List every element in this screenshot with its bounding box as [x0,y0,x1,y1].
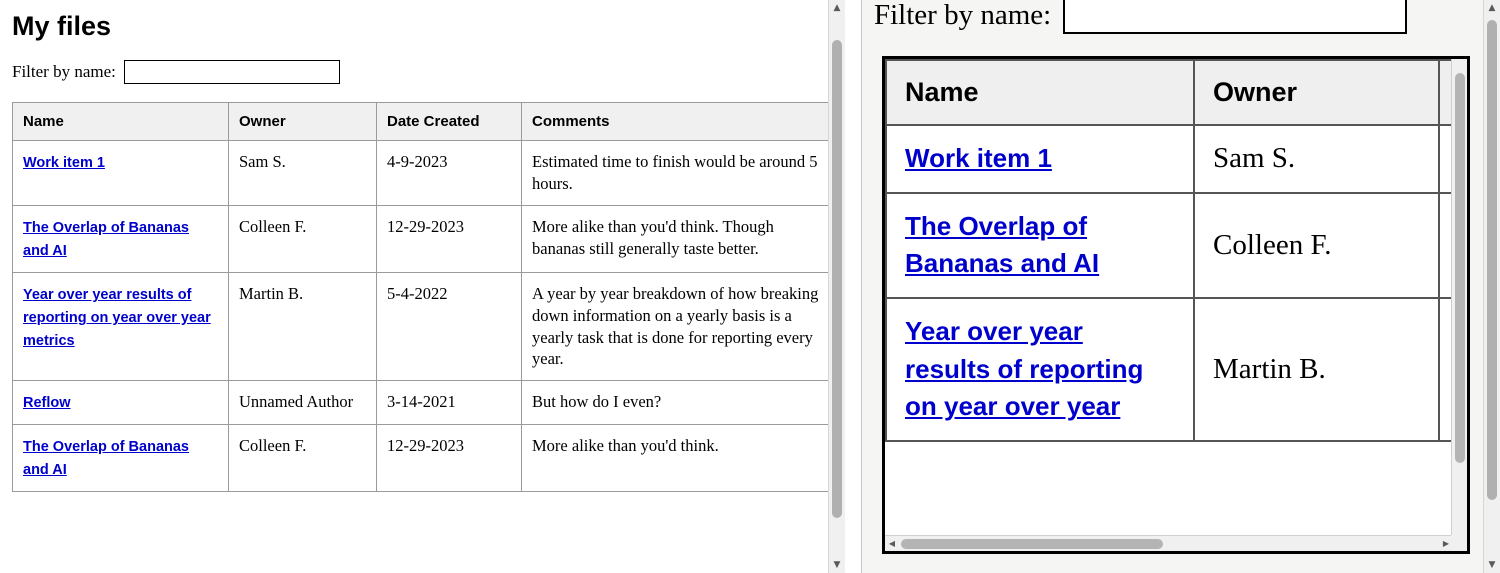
zoomed-table-horizontal-scrollbar[interactable] [885,535,1453,551]
table-row [13,206,833,273]
table-row [13,381,833,425]
scrollbar-thumb[interactable] [832,40,842,518]
file-link[interactable]: The Overlap of Bananas and AI [23,439,189,479]
zoomed-column-header-owner[interactable]: Owner [1194,60,1439,125]
zoomed-table-row [886,193,1453,298]
file-link[interactable]: The Overlap of Bananas and AI [23,220,189,260]
date-cell: 3-14-2021 [377,381,522,425]
name-cell [13,206,229,273]
page-title: My files [12,11,112,41]
zoomed-name-cell [886,125,1194,193]
file-link[interactable]: Year over year results of reporting on year over year metrics [23,287,211,350]
filter-label: Filter by name: [12,61,116,81]
zoomed-filter-label: Filter by name: [874,0,1052,31]
scroll-down-arrow-icon[interactable]: ▼ [833,560,841,570]
comments-cell: A year by year breakdown of how breaking down information on a yearly basis is a yearly task that is done for reporting every year. [522,273,833,381]
owner-cell: Colleen F. [229,425,377,492]
table-row [13,425,833,492]
scroll-left-arrow-icon[interactable]: ◀ [888,539,896,548]
name-cell [13,425,229,492]
scroll-up-arrow-icon[interactable]: ▲ [1488,3,1496,13]
comments-cell: More alike than you'd think. Though bananas still generally taste better. [522,206,833,273]
filter-row [12,60,833,84]
file-link[interactable]: Year over year results of reporting on year over year [905,316,1144,422]
date-cell: 12-29-2023 [377,425,522,492]
files-table [12,102,833,492]
scroll-up-arrow-icon[interactable]: ▲ [833,3,841,13]
column-header-name[interactable]: Name [13,102,229,141]
zoomed-filter-input[interactable] [1063,0,1407,34]
date-cell: 5-4-2022 [377,273,522,381]
file-link[interactable]: Work item 1 [23,155,105,172]
zoomed-files-table [885,59,1453,442]
table-header-row [13,102,833,141]
zoomed-owner-cell: Martin B. [1194,298,1439,441]
zoomed-table-viewport [885,59,1453,537]
file-link[interactable]: The Overlap of Bananas and AI [905,210,1100,279]
zoomed-table-vertical-scrollbar[interactable] [1451,59,1467,537]
zoomed-table-frame [882,56,1470,554]
file-link[interactable]: Work item 1 [905,143,1052,173]
owner-cell: Sam S. [229,141,377,206]
filter-input[interactable] [124,60,340,84]
owner-cell: Martin B. [229,273,377,381]
files-pane-content [0,0,845,492]
comments-cell: Estimated time to finish would be around 5 hours. [522,141,833,206]
scroll-right-arrow-icon[interactable]: ▶ [1442,539,1450,548]
zoomed-table-row [886,298,1453,441]
scrollbar-corner [1451,535,1467,551]
name-cell [13,273,229,381]
zoomed-name-cell [886,298,1194,441]
scroll-down-arrow-icon[interactable]: ▼ [1488,560,1496,570]
zoomed-pane-content [862,0,1480,573]
table-row [13,273,833,381]
zoomed-column-header-name[interactable]: Name [886,60,1194,125]
scrollbar-thumb[interactable] [1455,73,1465,463]
owner-cell: Unnamed Author [229,381,377,425]
zoomed-filter-row [874,0,1480,34]
column-header-owner[interactable]: Owner [229,102,377,141]
files-pane-vertical-scrollbar[interactable] [828,0,845,573]
name-cell [13,381,229,425]
zoomed-preview-pane [862,0,1500,573]
comments-cell: More alike than you'd think. [522,425,833,492]
scrollbar-thumb[interactable] [1487,20,1497,500]
column-header-comments[interactable]: Comments [522,102,833,141]
file-link[interactable]: Reflow [23,395,71,412]
zoomed-table-row [886,125,1453,193]
comments-cell: But how do I even? [522,381,833,425]
name-cell [13,141,229,206]
column-header-date-created[interactable]: Date Created [377,102,522,141]
zoomed-owner-cell: Sam S. [1194,125,1439,193]
zoomed-owner-cell: Colleen F. [1194,193,1439,298]
date-cell: 4-9-2023 [377,141,522,206]
date-cell: 12-29-2023 [377,206,522,273]
zoomed-table-header-row [886,60,1453,125]
scrollbar-thumb[interactable] [901,539,1163,549]
zoomed-name-cell [886,193,1194,298]
table-row [13,141,833,206]
zoomed-pane-vertical-scrollbar[interactable] [1483,0,1500,573]
owner-cell: Colleen F. [229,206,377,273]
